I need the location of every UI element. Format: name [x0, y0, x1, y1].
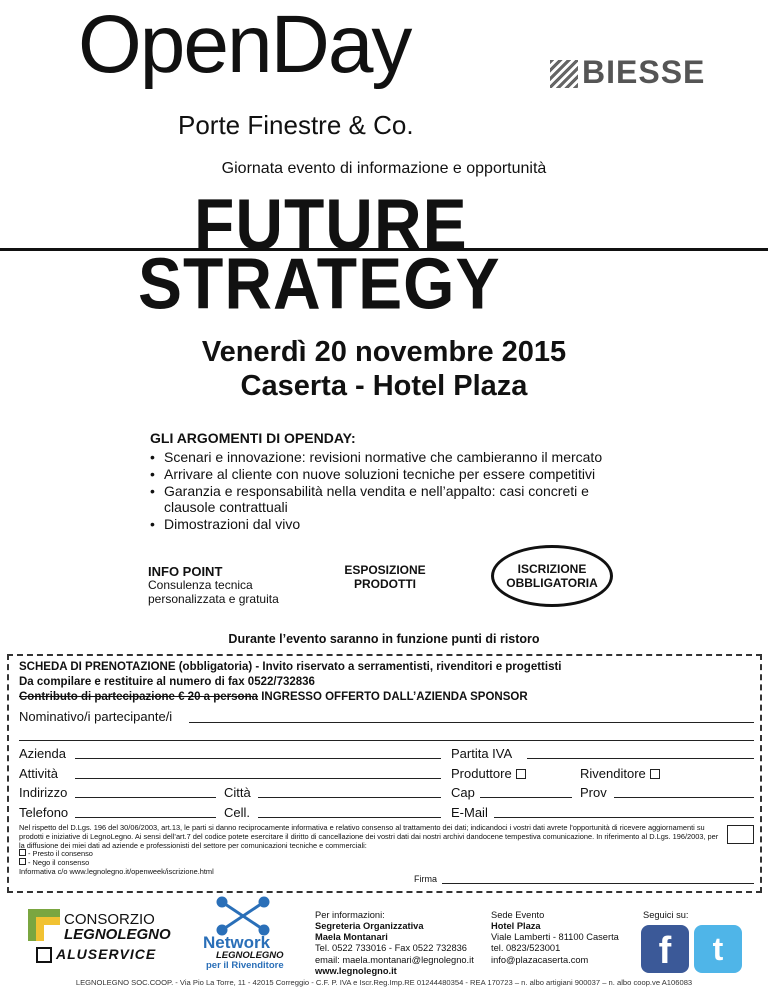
network-icon: [214, 896, 272, 936]
label-cell: Cell.: [224, 805, 251, 820]
form-fax: Da compilare e restituire al numero di fax 0522/732836: [19, 676, 315, 688]
topics-list: [150, 449, 630, 533]
esposizione-label: ESPOSIZIONE PRODOTTI: [344, 563, 426, 591]
consent-yes-checkbox[interactable]: [19, 849, 26, 856]
aluservice-label: ALUSERVICE: [56, 946, 157, 962]
consent-yes[interactable]: - Presto il consenso: [19, 849, 93, 859]
privacy-box[interactable]: [727, 825, 754, 844]
rivenditore-option[interactable]: Rivenditore: [580, 766, 660, 781]
label-telefono: Telefono: [19, 805, 69, 820]
form-offer: Contributo di partecipazione € 20 a persona INGRESSO OFFERTO DALL’AZIENDA SPONSOR: [19, 691, 528, 703]
twitter-icon[interactable]: t: [694, 925, 742, 973]
label-indirizzo: Indirizzo: [19, 785, 68, 800]
partita-iva-field[interactable]: [527, 758, 754, 759]
network-sub1: LEGNOLEGNO: [216, 950, 284, 961]
biesse-brand: BIESSE: [582, 54, 706, 90]
facebook-icon[interactable]: f: [641, 925, 689, 973]
indirizzo-field[interactable]: [75, 797, 216, 798]
list-item: • Scenari e innovazione: revisioni normative che cambieranno il mercato: [150, 449, 603, 465]
label-nominativo: Nominativo/i partecipante/i: [19, 709, 173, 724]
iscrizione-badge: ISCRIZIONE OBBLIGATORIA: [491, 545, 613, 607]
event-date: Venerdì 20 novembre 2015: [201, 336, 567, 368]
citta-field[interactable]: [258, 797, 441, 798]
legal-footer: LEGNOLEGNO SOC.COOP. - Via Pio La Torre, 11 - 42015 Correggio - C.F. P. IVA e Iscr.Reg.Imp.RE 01244480354 - REA 170723 – n. albo artigiani 900037 – n. albo coop.ve A106083: [75, 978, 693, 987]
info-point-text: Consulenza tecnica personalizzata e gratuita: [148, 578, 279, 607]
label-attivita: Attività: [19, 766, 59, 781]
info-point-title: INFO POINT: [148, 564, 223, 579]
consorzio-logo-icon: [28, 909, 60, 941]
event-place: Caserta - Hotel Plaza: [240, 370, 528, 402]
consent-no-checkbox[interactable]: [19, 858, 26, 865]
legnolegno-label: LEGNOLEGNO: [64, 926, 171, 943]
nominativo-field-2[interactable]: [19, 740, 754, 741]
label-partita-iva: Partita IVA: [451, 746, 513, 761]
prov-field[interactable]: [614, 797, 754, 798]
logo-subtitle: Porte Finestre & Co.: [178, 110, 414, 140]
aluservice-icon: [36, 947, 52, 963]
privacy-text: Nel rispetto del D.Lgs. 196 del 30/06/2003, art.13, le parti si danno reciprocamente informativa e relativo consenso al trattamento dei dati; indicandoci i vostri dati avrete l’opportunità di ricevere aggiornamenti su prodotti e iniziative di LegnoLegno. Ai sensi dell’art.7 del codice potete esercitare il diritto di cancellazione dei vostri dati dai nostri archivi dandocene tempestiva comunicazione. In riferimento al D.Lgs. 196/2003, per la diffusione dei miei dati ad aziende e professionisti del settore per comunicazioni tecniche e commerciali:: [19, 823, 719, 850]
biesse-icon: [550, 60, 578, 88]
list-item: • Garanzia e responsabilità nella vendita e nell’appalto: casi concreti e clausole contrattuali: [150, 482, 589, 516]
hero-future: FUTURE: [194, 183, 468, 265]
attivita-field[interactable]: [75, 778, 441, 779]
topics-heading: GLI ARGOMENTI DI OPENDAY:: [150, 430, 356, 446]
label-citta: Città: [224, 785, 251, 800]
follow-label: Seguici su:: [643, 910, 689, 920]
label-firma: Firma: [414, 874, 437, 884]
rivenditore-checkbox[interactable]: [650, 769, 660, 779]
hero-strategy: STRATEGY: [138, 242, 501, 324]
azienda-field[interactable]: [75, 758, 441, 759]
cell-field[interactable]: [258, 817, 441, 818]
network-sub2: per il Rivenditore: [206, 960, 284, 971]
produttore-option[interactable]: Produttore: [451, 766, 526, 781]
produttore-checkbox[interactable]: [516, 769, 526, 779]
cap-field[interactable]: [480, 797, 572, 798]
list-item: • Dimostrazioni dal vivo: [150, 516, 301, 533]
label-email: E-Mail: [451, 805, 488, 820]
informativa-link[interactable]: Informativa c/o www.legnolegno.it/openweek/iscrizione.html: [19, 867, 214, 876]
network-label: Network: [203, 933, 271, 952]
email-field[interactable]: [494, 817, 754, 818]
form-title: SCHEDA DI PRENOTAZIONE (obbligatoria) - Invito riservato a serramentisti, rivenditori e progettisti: [19, 661, 562, 673]
consent-no[interactable]: - Nego il consenso: [19, 858, 89, 868]
nominativo-field[interactable]: [189, 722, 754, 723]
list-item: • Arrivare al cliente con nuove soluzioni tecniche per essere competitivi: [150, 465, 596, 482]
ristoro-note: Durante l’evento saranno in funzione punti di ristoro: [228, 632, 540, 646]
openday-logo: OpenDay: [78, 0, 411, 90]
consorzio-label: CONSORZIO: [64, 911, 155, 928]
label-azienda: Azienda: [19, 746, 66, 761]
firma-field[interactable]: [442, 883, 754, 884]
contact-block: Per informazioni: Segreteria Organizzativa Maela Montanari Tel. 0522 733016 - Fax 0522 732836 email: maela.montanari@legnolegno.it www.legnolegno.it: [315, 910, 474, 976]
telefono-field[interactable]: [75, 817, 216, 818]
label-cap: Cap: [451, 785, 475, 800]
venue-block: Sede Evento Hotel Plaza Viale Lamberti - 81100 Caserta tel. 0823/523001 info@plazacaserta.com: [491, 910, 619, 965]
label-prov: Prov: [580, 785, 607, 800]
tagline: Giornata evento di informazione e opportunità: [221, 160, 547, 177]
